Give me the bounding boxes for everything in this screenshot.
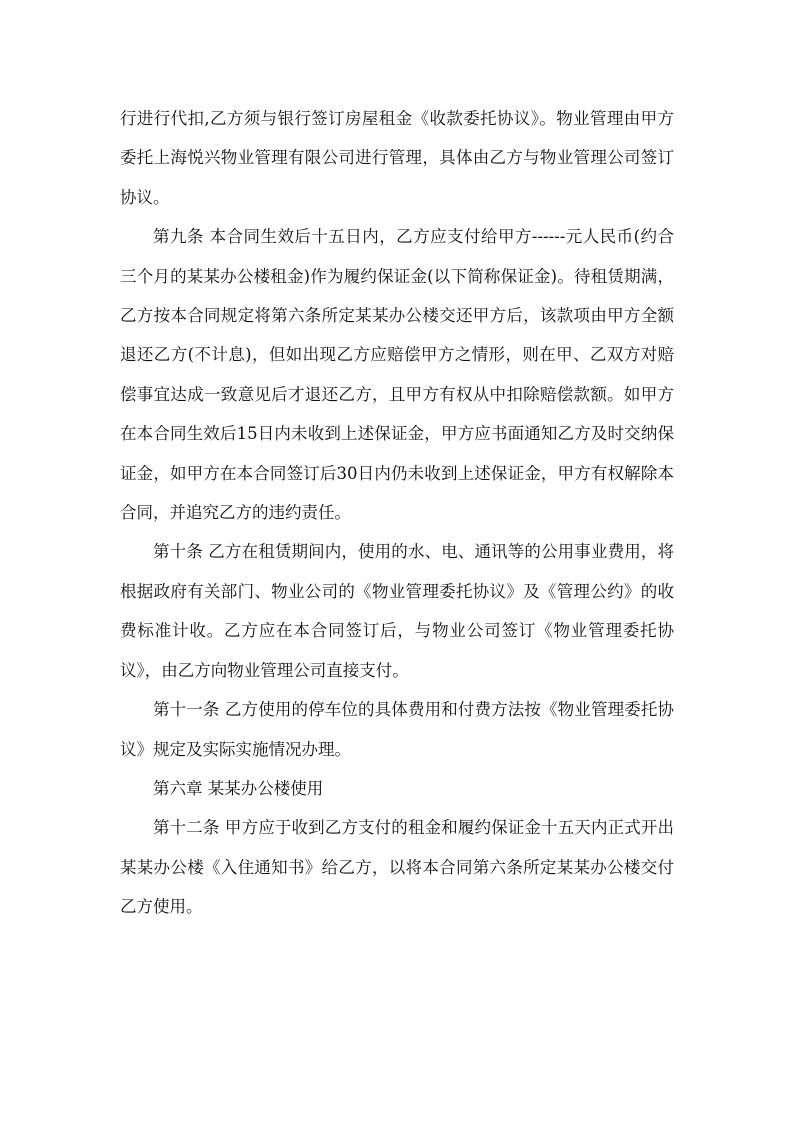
paragraph-continuation: 行进行代扣,乙方须与银行签订房屋租金《收款委托协议》。物业管理由甲方委托上海悦兴物业管理有限公司进行管理，具体由乙方与物业管理公司签订协议。 [120, 109, 674, 207]
paragraph-article-12: 第十二条 甲方应于收到乙方支付的租金和履约保证金十五天内正式开出某某办公楼《入住通知书》给乙方，以将本合同第六条所定某某办公楼交付乙方使用。 [120, 818, 674, 917]
document-body [120, 99, 674, 927]
chapter-heading: 第六章 某某办公楼使用 [153, 778, 324, 798]
paragraph-article-10: 第十条 乙方在租赁期间内，使用的水、电、通讯等的公用事业费用，将根据政府有关部门、物业公司的《物业管理委托协议》及《管理公约》的收费标准计收。乙方应在本合同签订后，与物业公司签订《物业管理委托协议》，由乙方向物业管理公司直接支付。 [120, 542, 674, 680]
paragraph-article-11: 第十一条 乙方使用的停车位的具体费用和付费方法按《物业管理委托协议》规定及实际实施情况办理。 [120, 700, 674, 759]
paragraph-article-9: 第九条 本合同生效后十五日内，乙方应支付给甲方------元人民币(约合三个月的某某办公楼租金)作为履约保证金(以下简称保证金)。待租赁期满，乙方按本合同规定将第六条所定某某办公楼交还甲方后，该款项由甲方全额退还乙方(不计息)，但如出现乙方应赔偿甲方之情形，则在甲、乙双方对赔偿事宜达成一致意见后才退还乙方，且甲方有权从中扣除赔偿款额。如甲方在本合同生效后15日内未收到上述保证金，甲方应书面通知乙方及时交纳保证金，如甲方在本合同签订后30日内仍未收到上述保证金，甲方有权解除本合同，并追究乙方的违约责任。 [120, 227, 674, 523]
